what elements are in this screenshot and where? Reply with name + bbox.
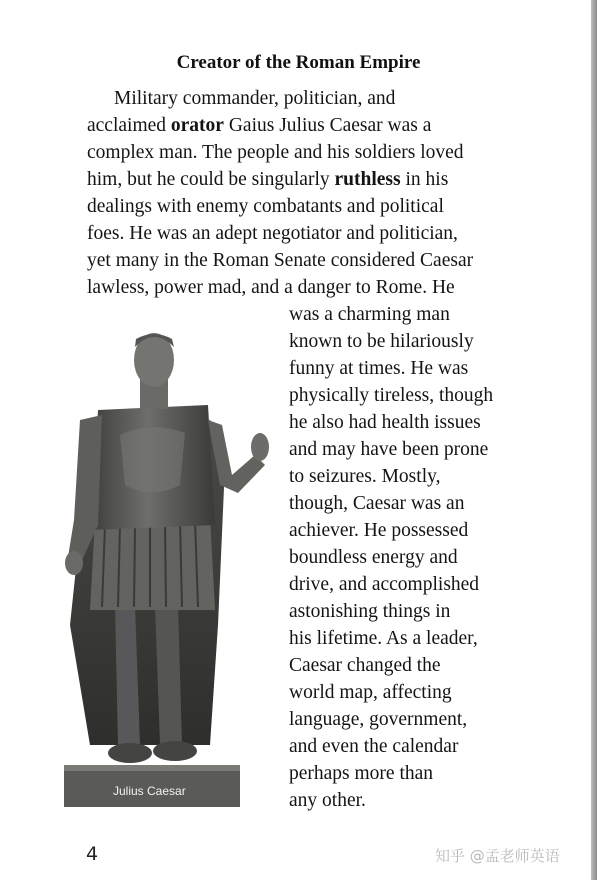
text-line: complex man. The people and his soldiers loved — [87, 142, 464, 163]
text-line: yet many in the Roman Senate considered Caesar — [87, 250, 474, 271]
page-edge-shadow — [591, 0, 597, 880]
text-line: perhaps more than — [289, 763, 434, 784]
text-line: achiever. He possessed — [289, 520, 469, 541]
text-line: him, but he could be singularly ruthless in his — [87, 169, 449, 190]
text-line: any other. — [289, 790, 366, 811]
text-line: lawless, power mad, and a danger to Rome. He — [87, 277, 455, 298]
text-line: physically tireless, though — [289, 385, 494, 406]
bold-term: ruthless — [334, 169, 401, 190]
watermark: 知乎 @孟老师英语 — [435, 847, 560, 865]
text-line: he also had health issues — [289, 412, 481, 433]
text-line: language, government, — [289, 709, 468, 730]
text-line: funny at times. He was — [289, 358, 469, 379]
text-line: though, Caesar was an — [289, 493, 465, 514]
image-caption: Julius Caesar — [113, 784, 186, 798]
text-line: Military commander, politician, and — [114, 88, 396, 109]
text-line: Caesar changed the — [289, 655, 441, 676]
julius-caesar-statue-image — [60, 325, 275, 810]
text-line: and may have been prone — [289, 439, 489, 460]
bold-term: orator — [170, 115, 224, 136]
text-line: acclaimed orator Gaius Julius Caesar was a — [87, 115, 432, 136]
text-line: his lifetime. As a leader, — [289, 628, 478, 649]
text-line: and even the calendar — [289, 736, 459, 757]
text-line: foes. He was an adept negotiator and politician, — [87, 223, 458, 244]
text-line: was a charming man — [289, 304, 450, 325]
text-line: world map, affecting — [289, 682, 452, 703]
text-line: boundless energy and — [289, 547, 458, 568]
text-line: to seizures. Mostly, — [289, 466, 441, 487]
page-number: 4 — [86, 843, 99, 865]
page-heading: Creator of the Roman Empire — [176, 52, 421, 73]
text-line: known to be hilariously — [289, 331, 474, 352]
text-line: astonishing things in — [289, 601, 451, 622]
text-line: drive, and accomplished — [289, 574, 480, 595]
text-line: dealings with enemy combatants and political — [87, 196, 444, 217]
